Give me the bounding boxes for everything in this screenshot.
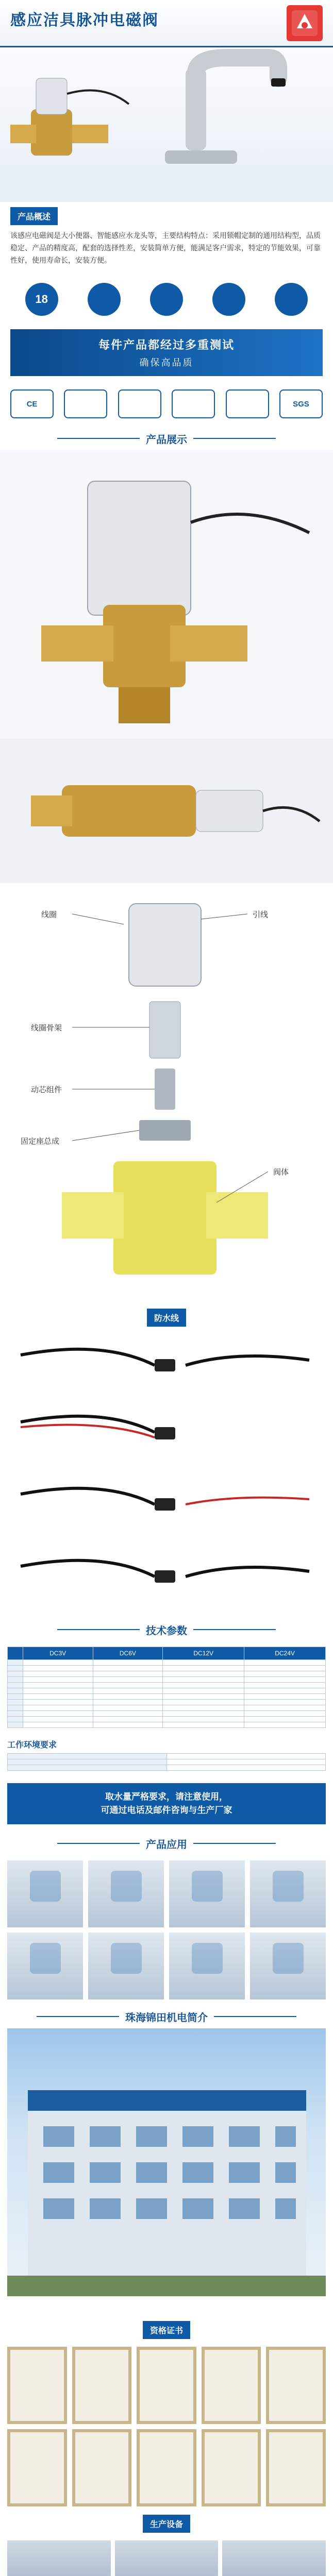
- params-row: [8, 1660, 326, 1666]
- params-cell: [163, 1705, 244, 1711]
- params-cell: [8, 1677, 23, 1683]
- waterproof-wire-images: [0, 1329, 333, 1618]
- params-cell: [244, 1722, 326, 1728]
- params-cell: [244, 1705, 326, 1711]
- work-env-table: [7, 1753, 326, 1771]
- equipment-photo: [222, 2540, 326, 2576]
- params-cell: [23, 1688, 93, 1694]
- work-env-cell: [8, 1759, 167, 1765]
- waterproof-wire-section: [0, 1329, 333, 1618]
- params-cell: [8, 1722, 23, 1728]
- product-display-side: [0, 739, 333, 883]
- params-cell: [93, 1694, 163, 1700]
- equipment-tag: 生产设备: [143, 2515, 190, 2533]
- params-row: [8, 1711, 326, 1717]
- application-image: [111, 1871, 142, 1902]
- badge-water-saving: [139, 283, 194, 319]
- certificate-card: [202, 2347, 261, 2424]
- params-cell: [244, 1666, 326, 1671]
- params-cell: [23, 1677, 93, 1683]
- params-cell: [163, 1666, 244, 1671]
- building-illustration: [7, 2028, 326, 2296]
- params-cell: [163, 1711, 244, 1717]
- application-card: [169, 1860, 245, 1927]
- params-cell: [163, 1694, 244, 1700]
- params-body: [8, 1660, 326, 1728]
- params-cell: [163, 1717, 244, 1722]
- badge-circle: [88, 283, 121, 316]
- params-cell: [163, 1683, 244, 1688]
- params-cell: [23, 1694, 93, 1700]
- application-card: [88, 1933, 164, 1999]
- waterproof-section-title: [0, 1306, 333, 1329]
- params-cell: [23, 1671, 93, 1677]
- params-cell: [93, 1677, 163, 1683]
- application-card: [169, 1933, 245, 1999]
- equipment-grid: [0, 2535, 333, 2576]
- params-section-title: [0, 1618, 333, 1641]
- params-cell: [93, 1660, 163, 1666]
- params-row: [8, 1666, 326, 1671]
- hero-illustration: [0, 47, 333, 202]
- label-coil: 线圈: [41, 910, 57, 919]
- certificate-card: [266, 2429, 326, 2506]
- notice-line-2: 可通过电话及邮件咨询与生产厂家: [101, 1805, 232, 1815]
- page-header: [0, 0, 333, 47]
- certificates-tag: 资格证书: [143, 2321, 190, 2339]
- wire-pair-1: [21, 1349, 309, 1371]
- params-row: [8, 1705, 326, 1711]
- params-cell: [163, 1677, 244, 1683]
- label-plunger-assembly: 动芯组件: [31, 1086, 62, 1094]
- badge-service: [201, 283, 257, 319]
- notice-line-1: 取水量严格要求，请注意使用，: [105, 1792, 228, 1802]
- certificate-card: [266, 2347, 326, 2424]
- params-cell: [8, 1671, 23, 1677]
- quality-banner: [10, 329, 323, 376]
- certificate-card: [7, 2429, 67, 2506]
- work-env-row: [8, 1759, 326, 1765]
- certificates-grid: [0, 2342, 333, 2512]
- params-cell: [8, 1694, 23, 1700]
- params-row: [8, 1683, 326, 1688]
- params-row: [8, 1717, 326, 1722]
- params-cell: [93, 1722, 163, 1728]
- title-divider: [193, 438, 276, 439]
- params-cell: [93, 1688, 163, 1694]
- equipment-photo: [7, 2540, 111, 2576]
- company-building-photo: [7, 2028, 326, 2296]
- notice-banner: [7, 1783, 326, 1824]
- work-environment-section: [0, 1733, 333, 1776]
- params-row: [8, 1700, 326, 1705]
- valve-large-image: [0, 450, 333, 739]
- params-header-cell: DC3V: [23, 1647, 93, 1660]
- application-image: [273, 1943, 304, 1974]
- params-cell: [244, 1694, 326, 1700]
- params-cell: [23, 1717, 93, 1722]
- application-image: [30, 1943, 61, 1974]
- cert-iso: [172, 389, 215, 418]
- application-image: [192, 1943, 223, 1974]
- wire-pair-2: [21, 1416, 175, 1439]
- params-cell: [244, 1683, 326, 1688]
- solenoid-valve-image: [10, 78, 129, 156]
- certificates-section-title: [0, 2318, 333, 2342]
- title-divider: [214, 2016, 296, 2017]
- feature-badges: [0, 278, 333, 324]
- params-cell: [93, 1683, 163, 1688]
- applications-title: 产品应用: [146, 1839, 187, 1851]
- company-section-title: [0, 2005, 333, 2028]
- params-cell: [93, 1671, 163, 1677]
- params-cell: [244, 1700, 326, 1705]
- certificate-card: [137, 2429, 196, 2506]
- application-image: [30, 1871, 61, 1902]
- title-divider: [37, 2016, 119, 2017]
- work-env-row: [8, 1765, 326, 1771]
- work-env-body: [8, 1754, 326, 1771]
- params-cell: [8, 1683, 23, 1688]
- params-cell: [8, 1711, 23, 1717]
- params-cell: [93, 1666, 163, 1671]
- certification-logos: [0, 381, 333, 427]
- valve-side-image: [0, 739, 333, 883]
- params-header-cell: DC24V: [244, 1647, 326, 1660]
- cert-rohs: [64, 389, 107, 418]
- params-table: [7, 1647, 326, 1728]
- badge-circle: [150, 283, 183, 316]
- cert-ccc: [118, 389, 161, 418]
- params-cell: [23, 1666, 93, 1671]
- work-env-row: [8, 1754, 326, 1759]
- equipment-photo: [115, 2540, 219, 2576]
- params-cell: [93, 1717, 163, 1722]
- title-divider: [57, 1843, 140, 1844]
- title-divider: [57, 438, 140, 439]
- logo-icon: [289, 8, 320, 39]
- application-image: [192, 1871, 223, 1902]
- params-cell: [244, 1711, 326, 1717]
- cert-iso-environment: [226, 389, 269, 418]
- params-table-wrapper: [0, 1641, 333, 1733]
- params-header-cell: DC12V: [163, 1647, 244, 1660]
- title-divider: [57, 1629, 140, 1630]
- exploded-view-section: [0, 883, 333, 1306]
- params-title: 技术参数: [146, 1625, 187, 1637]
- display-section-title: [0, 427, 333, 450]
- badge-circle: [275, 283, 308, 316]
- company-title: 珠海锦田机电简介: [125, 2012, 208, 2024]
- work-env-title: 工作环境要求: [7, 1741, 57, 1750]
- title-divider: [193, 1843, 276, 1844]
- applications-section-title: [0, 1832, 333, 1855]
- label-lead-wire: 引线: [253, 910, 269, 919]
- title-divider: [193, 1629, 276, 1630]
- params-cell: [244, 1688, 326, 1694]
- cert-ce: CE: [10, 389, 54, 418]
- work-env-cell: [166, 1765, 326, 1771]
- params-cell: [23, 1683, 93, 1688]
- display-title: 产品展示: [146, 434, 187, 446]
- wire-pair-3: [21, 1488, 309, 1511]
- params-row: [8, 1671, 326, 1677]
- label-coil-bobbin: 线圈骨架: [31, 1024, 62, 1032]
- params-cell: [163, 1671, 244, 1677]
- params-cell: [23, 1711, 93, 1717]
- work-env-cell: [166, 1759, 326, 1765]
- application-card: [7, 1860, 83, 1927]
- params-row: [8, 1722, 326, 1728]
- params-cell: [93, 1711, 163, 1717]
- params-cell: [163, 1722, 244, 1728]
- params-row: [8, 1694, 326, 1700]
- params-cell: [8, 1660, 23, 1666]
- params-cell: [244, 1671, 326, 1677]
- params-row: [8, 1688, 326, 1694]
- company-intro-text: [0, 2296, 333, 2318]
- wire-pair-4: [21, 1561, 309, 1583]
- product-display-large: [0, 450, 333, 739]
- overview-tag: 产品概述: [10, 207, 58, 225]
- params-cell: [244, 1677, 326, 1683]
- badge-installation: [263, 283, 319, 319]
- application-card: [250, 1933, 326, 1999]
- params-cell: [163, 1660, 244, 1666]
- params-cell: [23, 1660, 93, 1666]
- cert-sgs: SGS: [279, 389, 323, 418]
- certificate-card: [7, 2347, 67, 2424]
- certificate-card: [72, 2429, 132, 2506]
- params-header-row: [8, 1647, 326, 1660]
- label-fixed-seat: 固定座总成: [21, 1137, 60, 1146]
- params-cell: [8, 1666, 23, 1671]
- quality-line-1: 每件产品都经过多重测试: [98, 338, 235, 351]
- brand-logo: [287, 5, 323, 41]
- params-cell: [23, 1700, 93, 1705]
- certificate-card: [202, 2429, 261, 2506]
- quality-line-2: 确保高品质: [139, 358, 194, 368]
- params-cell: [23, 1722, 93, 1728]
- badge-stability: [76, 283, 132, 319]
- application-image: [273, 1871, 304, 1902]
- waterproof-tag: 防水线: [147, 1309, 186, 1327]
- page-title: 感应洁具脉冲电磁阀: [10, 12, 159, 29]
- badge-circle: 18: [25, 283, 58, 316]
- application-image: [111, 1943, 142, 1974]
- params-cell: [93, 1705, 163, 1711]
- overview-section: [0, 202, 333, 278]
- params-cell: [8, 1688, 23, 1694]
- sensor-faucet-image: [165, 58, 286, 164]
- params-cell: [8, 1717, 23, 1722]
- work-env-cell: [8, 1754, 167, 1759]
- application-card: [7, 1933, 83, 1999]
- badge-circle: [212, 283, 245, 316]
- hero-section: [0, 47, 333, 202]
- work-env-cell: [166, 1754, 326, 1759]
- params-cell: [93, 1700, 163, 1705]
- badge-warranty: [14, 283, 70, 319]
- overview-paragraph-1: 该感应电磁阀是大小便器、智能感应水龙头等，主要结构特点：采用锁帽定制的通用结构型，品质稳定、产品的精度高，配套的选择性差，安装简单方便，能满足客户需求，特定的节能效果，可靠性好，使用寿命长，安装方便。: [10, 231, 321, 264]
- equipment-section-title: [0, 2512, 333, 2535]
- params-header-cell: [8, 1647, 23, 1660]
- params-cell: [8, 1705, 23, 1711]
- params-cell: [23, 1705, 93, 1711]
- label-valve-body: 阀体: [273, 1168, 289, 1177]
- applications-grid: [0, 1855, 333, 2005]
- params-cell: [163, 1700, 244, 1705]
- params-row: [8, 1677, 326, 1683]
- certificate-card: [137, 2347, 196, 2424]
- application-card: [88, 1860, 164, 1927]
- params-cell: [244, 1660, 326, 1666]
- params-cell: [244, 1717, 326, 1722]
- params-cell: [8, 1700, 23, 1705]
- params-cell: [163, 1688, 244, 1694]
- work-env-cell: [8, 1765, 167, 1771]
- params-header-cell: DC6V: [93, 1647, 163, 1660]
- application-card: [250, 1860, 326, 1927]
- certificate-card: [72, 2347, 132, 2424]
